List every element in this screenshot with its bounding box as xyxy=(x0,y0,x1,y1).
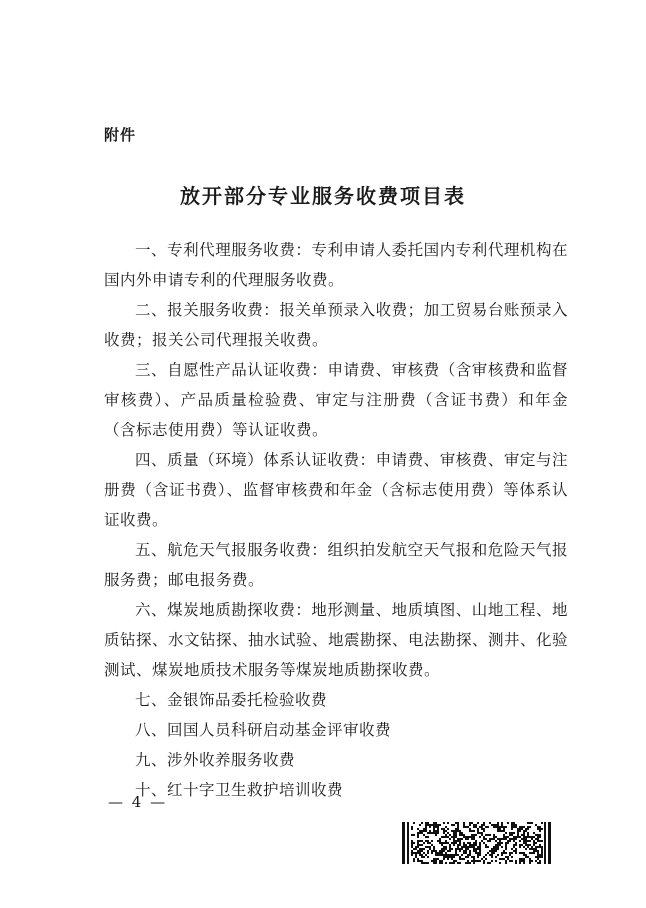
fee-item: 四、质量（环境）体系认证收费：申请费、审核费、审定与注册费（含证书费）、监督审核费和年金（含标志使用费）等体系认证收费。 xyxy=(104,451,568,529)
barcode-graphic xyxy=(402,822,552,864)
page-number: — 4 — xyxy=(108,793,168,811)
fee-item: 八、回国人员科研启动基金评审收费 xyxy=(135,721,392,739)
fee-item: 一、专利代理服务收费：专利申请人委托国内专利代理机构在国内外申请专利的代理服务收费。 xyxy=(104,241,568,289)
fee-item: 六、煤炭地质勘探收费：地形测量、地质填图、山地工程、地质钻探、水文钻探、抽水试验、地震勘探、电法勘探、测井、化验测试、煤炭地质技术服务等煤炭地质勘探收费。 xyxy=(104,601,569,679)
page-title: 放开部分专业服务收费项目表 xyxy=(180,184,466,208)
fee-item: 七、金银饰品委托检验收费 xyxy=(135,691,328,709)
attachment-label: 附件 xyxy=(104,126,137,144)
fee-item: 九、涉外收养服务收费 xyxy=(135,751,296,769)
fee-item: 十、红十字卫生救护培训收费 xyxy=(135,781,344,799)
fee-item-list xyxy=(104,235,568,805)
fee-item: 二、报关服务收费：报关单预录入收费；加工贸易台账预录入收费；报关公司代理报关收费。 xyxy=(104,301,568,349)
fee-item: 三、自愿性产品认证收费：申请费、审核费（含审核费和监督审核费）、产品质量检验费、审定与注册费（含证书费）和年金（含标志使用费）等认证收费。 xyxy=(104,361,568,439)
fee-item: 五、航危天气报服务收费：组织拍发航空天气报和危险天气报服务费；邮电报务费。 xyxy=(104,541,568,589)
